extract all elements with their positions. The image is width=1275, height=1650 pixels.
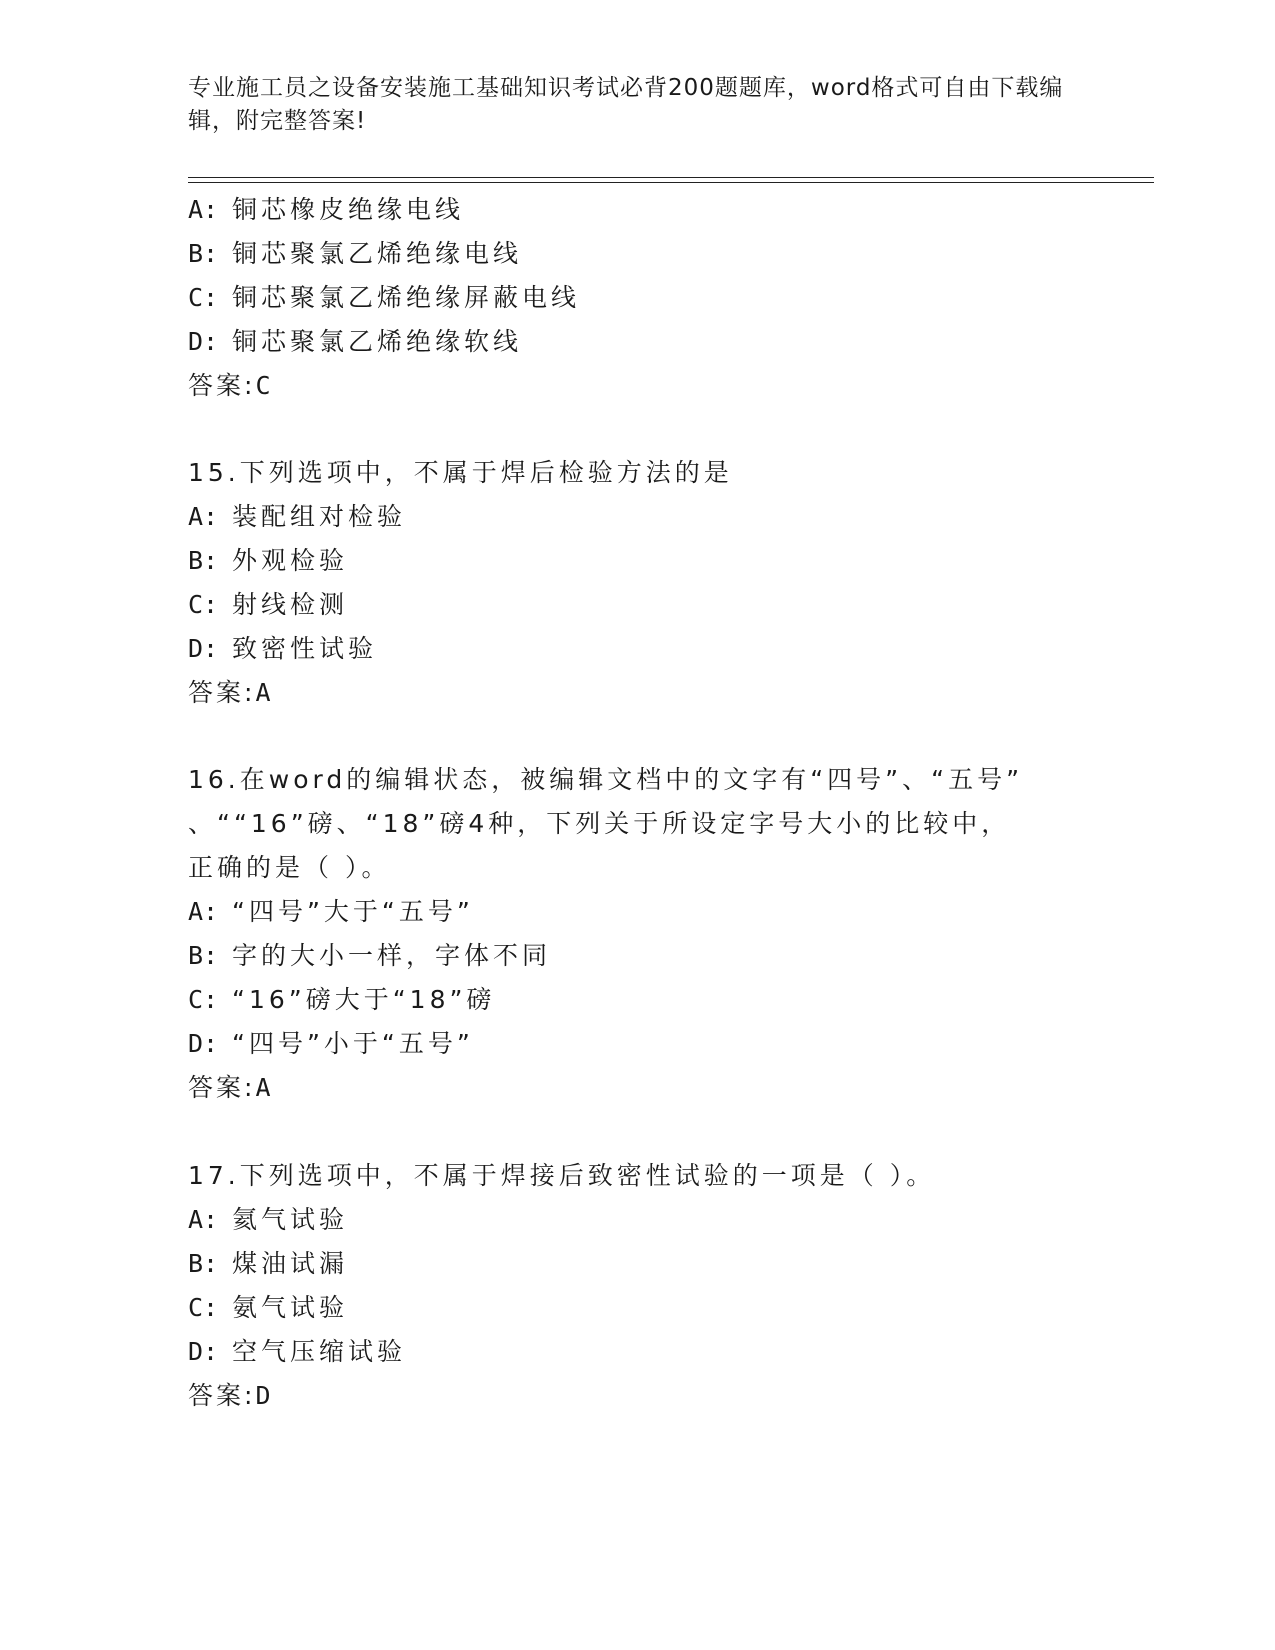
option-key: A:	[188, 195, 219, 224]
q16-option-b	[188, 940, 551, 972]
option-key: D:	[188, 1029, 219, 1058]
answer-label: 答案:	[188, 371, 256, 400]
option-text: 外观检验	[232, 546, 349, 575]
option-text: 铜芯聚氯乙烯绝缘屏蔽电线	[232, 283, 581, 312]
answer-value: C	[255, 371, 271, 400]
q15-option-c	[188, 589, 348, 621]
q17-option-b	[188, 1248, 348, 1280]
option-text: “四号”小于“五号”	[232, 1029, 474, 1058]
q17-option-a	[188, 1204, 348, 1236]
q14-option-a	[188, 194, 464, 226]
option-text: 氨气试验	[232, 1293, 349, 1322]
header-divider-bottom	[188, 182, 1154, 183]
q14-option-c	[188, 282, 580, 314]
q15-question: 15.下列选项中，不属于焊后检验方法的是	[188, 458, 733, 487]
option-text: 煤油试漏	[232, 1249, 349, 1278]
q16-answer	[188, 1072, 271, 1104]
q17-answer	[188, 1380, 271, 1412]
option-key: B:	[188, 239, 219, 268]
option-text: 致密性试验	[232, 634, 378, 663]
option-key: D:	[188, 1337, 219, 1366]
option-key: A:	[188, 1205, 219, 1234]
option-key: D:	[188, 634, 219, 663]
option-text: “16”磅大于“18”磅	[232, 985, 496, 1014]
option-key: C:	[188, 590, 219, 619]
answer-label: 答案:	[188, 1381, 256, 1410]
q16-question-line-1: 16.在word的编辑状态，被编辑文档中的文字有“四号”、“五号”	[188, 765, 1024, 794]
q14-option-b	[188, 238, 522, 270]
q15-option-d	[188, 633, 377, 665]
q15-option-b	[188, 545, 348, 577]
q16-option-a	[188, 896, 474, 928]
option-key: B:	[188, 546, 219, 575]
option-text: 装配组对检验	[232, 502, 407, 531]
header-divider-top	[188, 177, 1154, 178]
option-key: B:	[188, 1249, 219, 1278]
answer-label: 答案:	[188, 1073, 256, 1102]
q17-option-d	[188, 1336, 406, 1368]
q17-question: 17.下列选项中，不属于焊接后致密性试验的一项是（ ）。	[188, 1161, 936, 1190]
answer-value: A	[255, 1073, 271, 1102]
option-key: D:	[188, 327, 219, 356]
option-text: 氦气试验	[232, 1205, 349, 1234]
option-text: 空气压缩试验	[232, 1337, 407, 1366]
option-text: “四号”大于“五号”	[232, 897, 474, 926]
option-key: C:	[188, 283, 219, 312]
q16-option-c	[188, 984, 495, 1016]
option-text: 铜芯聚氯乙烯绝缘电线	[232, 239, 523, 268]
document-header-title: 专业施工员之设备安装施工基础知识考试必背200题题库，word格式可自由下载编辑，附完整答案!	[188, 75, 1064, 134]
q16-question-line-2: 、““16”磅、“18”磅4种，下列关于所设定字号大小的比较中，	[188, 809, 1011, 838]
q15-answer	[188, 677, 271, 709]
option-key: C:	[188, 985, 219, 1014]
option-key: A:	[188, 502, 219, 531]
answer-label: 答案:	[188, 678, 256, 707]
q16-question-line-3: 正确的是（ ）。	[188, 853, 391, 882]
q17-option-c	[188, 1292, 348, 1324]
answer-value: D	[255, 1381, 271, 1410]
q14-option-d	[188, 326, 522, 358]
q16-option-d	[188, 1028, 474, 1060]
option-text: 铜芯橡皮绝缘电线	[232, 195, 465, 224]
q14-answer	[188, 370, 271, 402]
option-key: A:	[188, 897, 219, 926]
answer-value: A	[255, 678, 271, 707]
q15-option-a	[188, 501, 406, 533]
option-key: C:	[188, 1293, 219, 1322]
option-text: 射线检测	[232, 590, 349, 619]
option-text: 字的大小一样，字体不同	[232, 941, 552, 970]
option-text: 铜芯聚氯乙烯绝缘软线	[232, 327, 523, 356]
option-key: B:	[188, 941, 219, 970]
